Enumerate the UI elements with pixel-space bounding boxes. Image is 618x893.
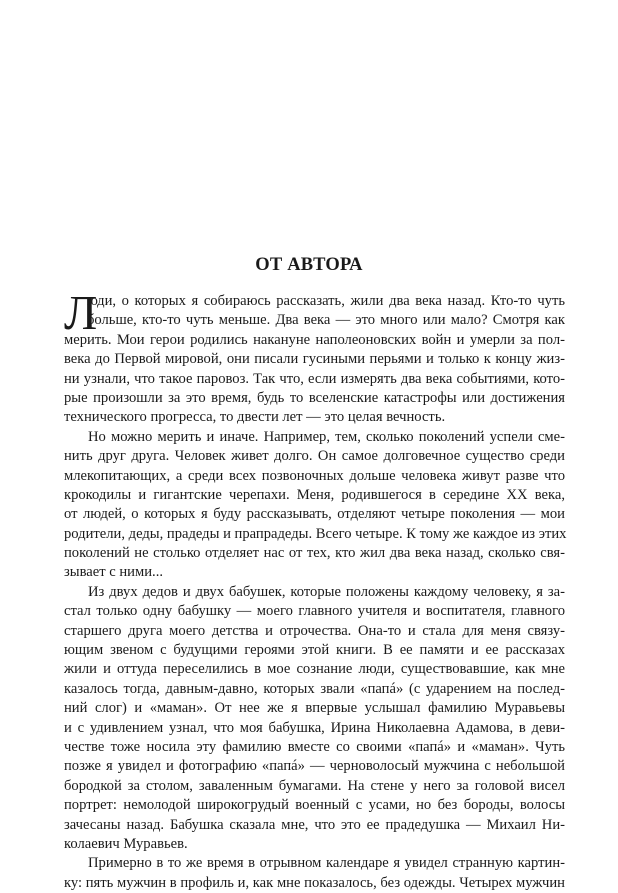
text-line: поколений не столько отделяет нас от тех, кто жил два века назад, сколько свя- bbox=[64, 545, 565, 562]
text-line: ющим звеном с будущими героями этой книги. В ее памяти и ее рассказах bbox=[64, 642, 565, 659]
text-line: портрет: немолодой широкогрудый военный с усами, но без бороды, волосы bbox=[64, 797, 565, 814]
text-line: млекопитающих, а среди всех позвоночных дольше человека живут разве что bbox=[64, 467, 565, 484]
text-line: стал только одну бабушку — моего главного учителя и воспитателя, главного bbox=[64, 603, 565, 620]
text-line: больше, кто-то чуть меньше. Два века — это много или мало? Смотря как bbox=[87, 312, 565, 329]
text-line: казалось тогда, давным-давно, которых звали «папá» (с ударением на послед- bbox=[64, 680, 565, 697]
text-line: от людей, о которых я буду рассказывать, отделяют четыре поколения — мои bbox=[64, 506, 565, 523]
text-line: ку: пять мужчин в профиль и, как мне показалось, без одежды. Четырех мужчин bbox=[64, 874, 565, 891]
text-line: крокодилы и гигантские черепахи. Меня, родившегося в середине XX века, bbox=[64, 486, 565, 503]
text-line: Примерно в то же время в отрывном календаре я увидел странную картин- bbox=[88, 855, 565, 872]
text-line: рые произошли за это время, будь то вселенские катастрофы или достижения bbox=[64, 389, 565, 406]
text-line: зачесаны назад. Бабушка сказала мне, что это ее прадедушка — Михаил Ни- bbox=[64, 816, 565, 833]
text-line: бородкой за столом, заваленным бумагами. На стене у него за головой висел bbox=[64, 777, 565, 794]
text-line: честве тоже носила эту фамилию вместе со своими «папá» и «маман». Чуть bbox=[64, 738, 565, 755]
text-line: юди, о которых я собираюсь рассказать, жили два века назад. Кто-то чуть bbox=[87, 293, 565, 309]
text-line: Из двух дедов и двух бабушек, которые положены каждому человеку, я за- bbox=[88, 583, 565, 600]
text-line: жили и оттуда переселились в мое сознание люди, существовавшие, как мне bbox=[64, 661, 565, 678]
text-line: зывает с ними... bbox=[64, 564, 163, 581]
drop-cap: Л bbox=[64, 285, 98, 340]
text-line: и с удивлением узнал, что моя бабушка, Ирина Николаевна Адамова, в деви- bbox=[64, 719, 565, 736]
text-line: ни узнали, что такое паровоз. Так что, если измерять два века событиями, кото- bbox=[64, 370, 565, 387]
text-line: века до Первой мировой, они писали гусиными перьями и только к концу жиз- bbox=[64, 351, 565, 368]
chapter-text bbox=[64, 285, 567, 893]
text-line: родители, деды, прадеды и прапрадеды. Всего четыре. К тому же каждое из этих bbox=[64, 525, 567, 542]
chapter-title: ОТ АВТОРА bbox=[255, 255, 363, 275]
text-line: ний слог) и «маман». От нее же я впервые услышал фамилию Муравьевы bbox=[64, 700, 565, 717]
text-line: нить друг друга. Человек живет долго. Он самое долговечное существо среди bbox=[64, 448, 565, 465]
text-line: старшего друга моего детства и отрочества. Она-то и стала для меня связу- bbox=[64, 622, 565, 639]
text-line: Но можно мерить и иначе. Например, тем, сколько поколений успели сме- bbox=[88, 428, 565, 445]
text-line: колаевич Муравьев. bbox=[64, 835, 188, 852]
text-line: позже я увидел и фотографию «папá» — черноволосый мужчина с небольшой bbox=[64, 758, 565, 775]
text-line: технического прогресса, то двести лет — это целая вечность. bbox=[64, 409, 446, 426]
text-line: мерить. Мои герои родились накануне наполеоновских войн и умерли за пол- bbox=[64, 331, 565, 348]
